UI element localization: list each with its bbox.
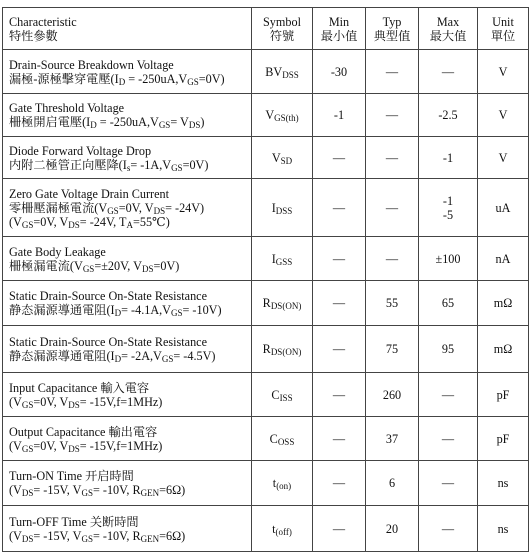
table-row bbox=[3, 281, 529, 326]
symbol-cell: $I_{GSS}$ bbox=[252, 237, 313, 281]
characteristic-cell: Gate Threshold Voltage 柵極開启電壓$(I_D = -250uA,V_{GS}= V_{DS})$ bbox=[3, 94, 252, 137]
min-cell: — bbox=[313, 281, 366, 326]
unit-cell: V bbox=[478, 94, 529, 137]
table-row bbox=[3, 237, 529, 281]
electrical-characteristics-table bbox=[2, 7, 529, 552]
unit-cell: mΩ bbox=[478, 326, 529, 373]
typ-cell: — bbox=[366, 137, 419, 179]
unit-cell: ns bbox=[478, 461, 529, 506]
symbol-cell: $V_{SD}$ bbox=[252, 137, 313, 179]
min-cell: — bbox=[313, 506, 366, 552]
max-cell: -2.5 bbox=[419, 94, 478, 137]
characteristic-cell: Zero Gate Voltage Drain Current 零柵壓漏極電流($V_{GS}=0V$, $V_{DS}= -24V$) ($V_{GS}=0V$, $V_{DS}= -24V$, $T_A=55℃$) bbox=[3, 179, 252, 237]
symbol-cell: $V_{GS(th)}$ bbox=[252, 94, 313, 137]
typ-cell: — bbox=[366, 50, 419, 94]
table-row bbox=[3, 417, 529, 461]
characteristic-cell: Turn-OFF Time 关断時間 ($V_{DS}= -15V$, $V_{GS}= -10V$, $R_{GEN}=6\Omega$) bbox=[3, 506, 252, 552]
symbol-cell: $I_{DSS}$ bbox=[252, 179, 313, 237]
unit-cell: mΩ bbox=[478, 281, 529, 326]
table-row bbox=[3, 94, 529, 137]
min-cell: — bbox=[313, 373, 366, 417]
header-min: Min 最小值 bbox=[313, 8, 366, 50]
unit-cell: V bbox=[478, 137, 529, 179]
table-row bbox=[3, 373, 529, 417]
header-symbol: Symbol 符號 bbox=[252, 8, 313, 50]
symbol-cell: $t_{(off)}$ bbox=[252, 506, 313, 552]
symbol-cell: $C_{ISS}$ bbox=[252, 373, 313, 417]
header-characteristic: Characteristic 特性參數 bbox=[3, 8, 252, 50]
header-row bbox=[3, 8, 529, 50]
header-typ: Typ 典型值 bbox=[366, 8, 419, 50]
characteristic-cell: Turn-ON Time 开启時間 ($V_{DS}= -15V$, $V_{GS}= -10V$, $R_{GEN}=6\Omega$) bbox=[3, 461, 252, 506]
symbol-cell: $R_{DS(ON)}$ bbox=[252, 281, 313, 326]
header-unit: Unit 單位 bbox=[478, 8, 529, 50]
symbol-cell: $C_{OSS}$ bbox=[252, 417, 313, 461]
min-cell: — bbox=[313, 179, 366, 237]
symbol-cell: $BV_{DSS}$ bbox=[252, 50, 313, 94]
unit-cell: pF bbox=[478, 417, 529, 461]
unit-cell: V bbox=[478, 50, 529, 94]
symbol-cell: $R_{DS(ON)}$ bbox=[252, 326, 313, 373]
characteristic-cell: Gate Body Leakage 柵極漏電流($V_{GS}=\pm 20V$, $V_{DS}=0V$) bbox=[3, 237, 252, 281]
typ-cell: 260 bbox=[366, 373, 419, 417]
table-row bbox=[3, 137, 529, 179]
typ-cell: 6 bbox=[366, 461, 419, 506]
max-cell: — bbox=[419, 461, 478, 506]
min-cell: -30 bbox=[313, 50, 366, 94]
min-cell: — bbox=[313, 137, 366, 179]
max-cell: — bbox=[419, 373, 478, 417]
max-cell: -1 -5 bbox=[419, 179, 478, 237]
max-cell: ±100 bbox=[419, 237, 478, 281]
max-cell: — bbox=[419, 506, 478, 552]
table-row bbox=[3, 50, 529, 94]
characteristic-cell: Input Capacitance 輸入電容 ($V_{GS}=0V$, $V_{DS}= -15V,f=1MHz$) bbox=[3, 373, 252, 417]
symbol-cell: $t_{(on)}$ bbox=[252, 461, 313, 506]
max-cell: 95 bbox=[419, 326, 478, 373]
typ-cell: — bbox=[366, 94, 419, 137]
typ-cell: — bbox=[366, 237, 419, 281]
header-max: Max 最大值 bbox=[419, 8, 478, 50]
unit-cell: nA bbox=[478, 237, 529, 281]
table-row bbox=[3, 326, 529, 373]
max-cell: -1 bbox=[419, 137, 478, 179]
typ-cell: 55 bbox=[366, 281, 419, 326]
max-cell: 65 bbox=[419, 281, 478, 326]
min-cell: — bbox=[313, 326, 366, 373]
characteristic-cell: Diode Forward Voltage Drop 内附二極管正向壓降$(I_s= -1A,V_{GS}=0V)$ bbox=[3, 137, 252, 179]
characteristic-cell: Static Drain-Source On-State Resistance 静态漏源導通電阻$(I_D= -2A,V_{GS}= -4.5V)$ bbox=[3, 326, 252, 373]
typ-cell: 75 bbox=[366, 326, 419, 373]
table-row bbox=[3, 179, 529, 237]
min-cell: — bbox=[313, 461, 366, 506]
characteristic-cell: Output Capacitance 輸出電容 ($V_{GS}=0V$, $V_{DS}= -15V,f=1MHz$) bbox=[3, 417, 252, 461]
max-cell: — bbox=[419, 50, 478, 94]
typ-cell: — bbox=[366, 179, 419, 237]
min-cell: -1 bbox=[313, 94, 366, 137]
typ-cell: 37 bbox=[366, 417, 419, 461]
typ-cell: 20 bbox=[366, 506, 419, 552]
min-cell: — bbox=[313, 417, 366, 461]
characteristic-cell: Drain-Source Breakdown Voltage 漏極-源極擊穿電壓$(I_D = -250uA,V_{GS}=0V)$ bbox=[3, 50, 252, 94]
max-cell: — bbox=[419, 417, 478, 461]
characteristic-cell: Static Drain-Source On-State Resistance 静态漏源導通電阻$(I_D= -4.1A,V_{GS}= -10V)$ bbox=[3, 281, 252, 326]
min-cell: — bbox=[313, 237, 366, 281]
table-row bbox=[3, 461, 529, 506]
unit-cell: uA bbox=[478, 179, 529, 237]
table-row bbox=[3, 506, 529, 552]
unit-cell: ns bbox=[478, 506, 529, 552]
unit-cell: pF bbox=[478, 373, 529, 417]
